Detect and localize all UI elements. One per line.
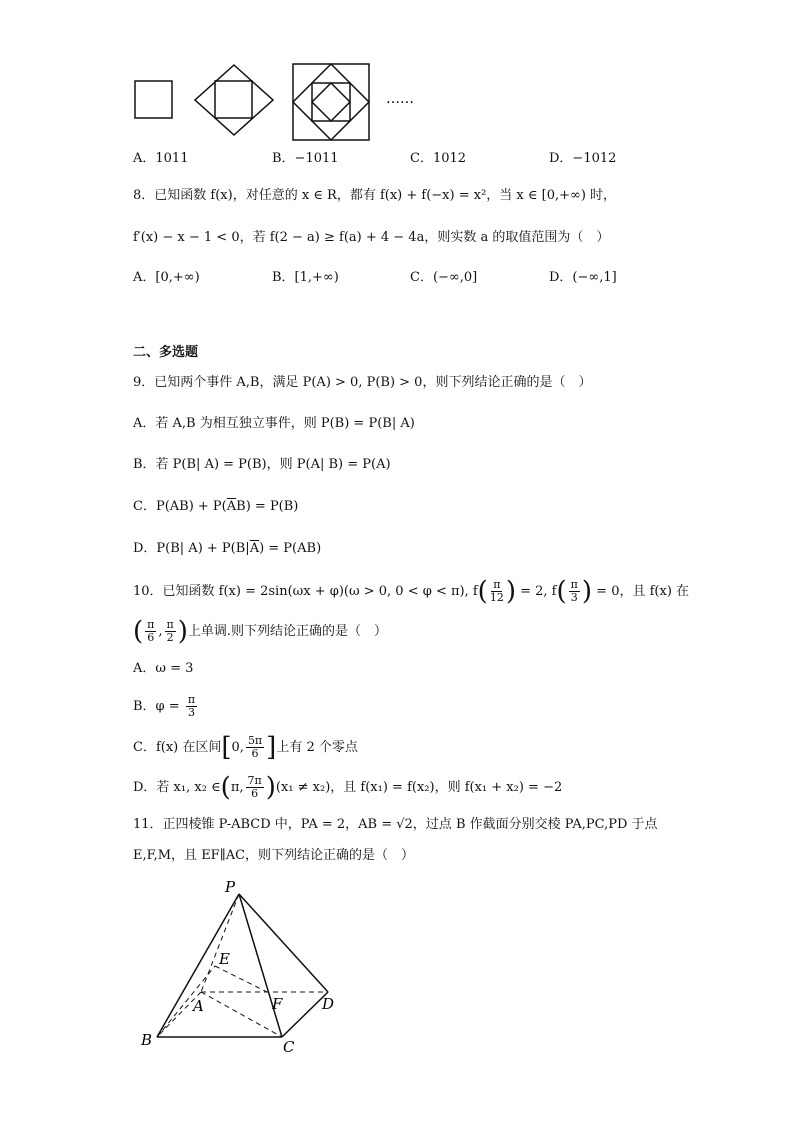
q10-option-d: D．若 x₁, x₂ ∈(π, $\frac{7\pi}{6}$ )(x₁ ≠ x₂)，且 f(x₁) = f(x₂)，则 f(x₁ + x₂) = −2 xyxy=(133,772,563,803)
q9-d-overline: $\overline{A}$ xyxy=(249,541,260,556)
q10-c-frac xyxy=(246,735,264,760)
q10-stem-prefix: 10．已知函数 f(x) = 2sin(ωx + φ)(ω > 0, 0 < φ < π), f xyxy=(133,584,478,599)
q9-stem: 9．已知两个事件 A,B，满足 P(A) > 0, P(B) > 0，则下列结论正确的是（ ） xyxy=(133,375,592,390)
q10-frac-den: 2 xyxy=(166,631,174,644)
edge-PA xyxy=(201,894,239,992)
q9-option-a: A．若 A,B 为相互独立事件，则 P(B) = P(B| A) xyxy=(133,416,415,431)
q10-stem-line2: ( $\frac{\pi}{6}$ , $\frac{\pi}{2}$ )上单调.则下列结论正确的是（ ） xyxy=(133,616,388,647)
edge-PD xyxy=(239,894,328,992)
q10-frac-pi-2 xyxy=(165,619,176,644)
q9-c-prefix: C．P(AB) + P( xyxy=(133,499,227,514)
q9-c-suffix: B) = P(B) xyxy=(236,499,299,514)
q10-option-b xyxy=(133,692,199,722)
q9-c-overline: $\overline{A}$ xyxy=(226,499,237,514)
section-title: 二、多选题 xyxy=(133,345,199,360)
q10-b-prefix: B．φ = xyxy=(133,699,184,714)
q10-stem-line2-suffix: 上单调.则下列结论正确的是（ ） xyxy=(187,624,388,639)
q10-frac-num: 5π xyxy=(247,734,263,747)
q9-option-d xyxy=(133,538,321,560)
q10-stem-line1: 10．已知函数 f(x) = 2sin(ωx + φ)(ω > 0, 0 < φ < π), f( $\frac{\pi}{12}$ ) = 2, f( $\frac{\pi}{3}$ ) = 0，且 f(x) 在 xyxy=(133,576,690,607)
q10-d-prefix: D．若 x₁, x₂ ∈ xyxy=(133,780,221,795)
q10-frac-den: 6 xyxy=(251,787,259,800)
figure-shape-2 xyxy=(195,65,273,135)
q10-frac-den: 6 xyxy=(251,747,259,760)
q11-stem-line2: E,F,M，且 EF∥AC，则下列结论正确的是（ ） xyxy=(133,848,415,863)
label-F: F xyxy=(272,995,283,1013)
q7-figure xyxy=(130,60,430,144)
q10-c-prefix: C．f(x) 在区间 xyxy=(133,740,222,755)
edge-BE xyxy=(157,966,215,1037)
q10-option-a: A．ω = 3 xyxy=(133,661,194,676)
q10-frac-pi-6 xyxy=(145,619,156,644)
q7-option-d: D．−1012 xyxy=(549,151,617,166)
label-C: C xyxy=(283,1038,295,1054)
q9-d-suffix: ) = P(AB) xyxy=(259,541,322,556)
q10-frac-num: π xyxy=(570,578,578,591)
q7-option-b: B．−1011 xyxy=(272,151,339,166)
q9-d-prefix: D．P(B| A) + P(B| xyxy=(133,541,250,556)
q10-stem-mid: = 2, f xyxy=(515,584,557,599)
q7-option-a: A．1011 xyxy=(133,151,189,166)
label-P: P xyxy=(225,878,236,896)
q10-frac-num: 7π xyxy=(247,774,262,787)
q10-frac-den: 3 xyxy=(187,706,195,719)
q8-option-d: D．(−∞,1] xyxy=(549,270,617,285)
q10-b-frac xyxy=(186,694,197,719)
q10-frac-pi-12 xyxy=(490,579,504,604)
q10-d-suffix: (x₁ ≠ x₂)，且 f(x₁) = f(x₂)，则 f(x₁ + x₂) = −2 xyxy=(275,780,563,795)
figure-square-1 xyxy=(135,81,172,118)
q10-c-interval-left: 0, xyxy=(231,740,244,755)
q8-stem-line1: 8．已知函数 f(x)，对任意的 x ∈ R，都有 f(x) + f(−x) = x²，当 x ∈ [0,+∞) 时， xyxy=(133,188,617,203)
q9-option-b: B．若 P(B| A) = P(B)，则 P(A| B) = P(A) xyxy=(133,457,391,472)
q10-frac-pi-3 xyxy=(569,579,580,604)
q10-stem-suffix: = 0，且 f(x) 在 xyxy=(592,584,690,599)
q10-frac-num: π xyxy=(493,578,501,591)
q10-frac-num: π xyxy=(187,693,196,706)
q11-stem-line1: 11．正四棱锥 P-ABCD 中，PA = 2，AB = √2，过点 B 作截面分别交棱 PA,PC,PD 于点 xyxy=(133,817,658,832)
q8-stem-line2: f′(x) − x − 1 < 0，若 f(2 − a) ≥ f(a) + 4 − 4a，则实数 a 的取值范围为（ ） xyxy=(133,230,610,245)
label-A: A xyxy=(193,997,204,1015)
label-B: B xyxy=(141,1031,153,1049)
q7-option-c: C．1012 xyxy=(410,151,467,166)
q10-frac-den: 6 xyxy=(147,631,155,644)
label-E: E xyxy=(219,950,230,968)
q10-frac-num: π xyxy=(147,618,155,631)
q10-d-interval-left: π, xyxy=(230,780,244,795)
edge-PC xyxy=(239,894,282,1037)
q10-option-c: C．f(x) 在区间[0, $\frac{5\pi}{6}$ ]上有 2 个零点 xyxy=(133,732,358,763)
q10-frac-den: 3 xyxy=(570,591,578,604)
q9-option-c xyxy=(133,496,298,518)
q8-option-a: A．[0,+∞) xyxy=(133,270,200,285)
q10-frac-num: π xyxy=(166,618,174,631)
q10-c-suffix: 上有 2 个零点 xyxy=(276,740,358,755)
q10-d-frac xyxy=(246,775,264,800)
figure-shape-3 xyxy=(293,64,369,140)
q11-pyramid-figure xyxy=(135,874,350,1054)
q8-option-b: B．[1,+∞) xyxy=(272,270,339,285)
edge-EF xyxy=(215,966,267,992)
label-D: D xyxy=(322,995,335,1013)
figure-ellipsis: …… xyxy=(386,91,414,107)
q10-frac-den: 12 xyxy=(489,591,504,604)
q8-option-c: C．(−∞,0] xyxy=(410,270,478,285)
